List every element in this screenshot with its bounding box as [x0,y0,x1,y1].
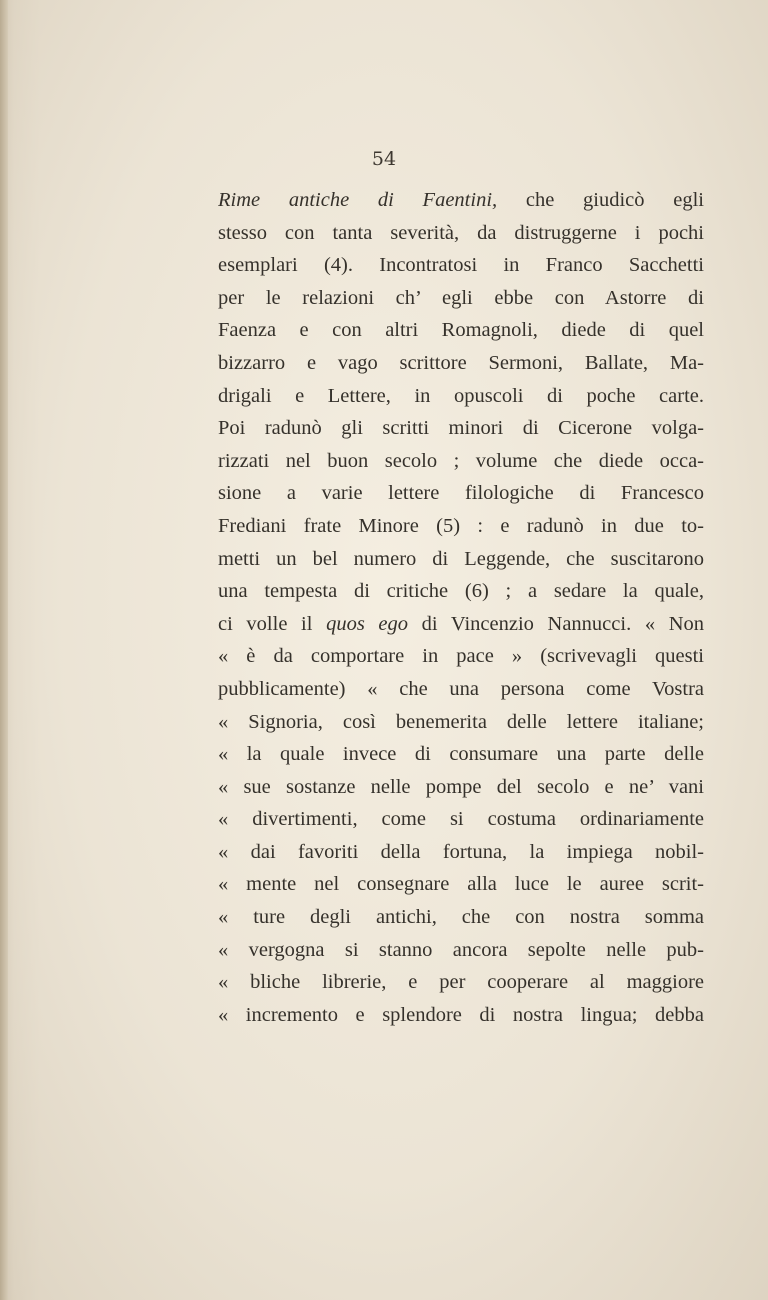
text-line-10: sione a varie lettere filologiche di Francesco [218,482,704,505]
text-line-11: Frediani frate Minore (5) : e radunò in due to- [218,514,704,537]
page-spine-shadow [0,0,8,1300]
text-line-6: bizzarro e vago scrittore Sermoni, Ballate, Ma- [218,351,704,374]
text-line-15: « è da comportare in pace » (scrivevagli questi [218,645,704,668]
text-line-16: pubblicamente) « che una persona come Vostra [218,677,704,700]
text-line-13: una tempesta di critiche (6) ; a sedare la quale, [218,580,704,603]
text-line-26: « incremento e splendore di nostra lingua; debba [218,1003,704,1026]
italic-title: Rime antiche di Faentini, [218,189,498,211]
text-line-1: Rime antiche di Faentini, che giudicò egli [218,189,704,211]
text-line-2: stesso con tanta severità, da distruggerne i pochi [218,221,704,244]
text-line-4: per le relazioni ch’ egli ebbe con Astorre di [218,286,704,309]
text-line-21: « dai favoriti della fortuna, la impiega nobil- [218,840,704,863]
text-line-24: « vergogna si stanno ancora sepolte nelle pub- [218,938,704,961]
text-line-7: drigali e Lettere, in opuscoli di poche carte. [218,384,704,407]
text-line-20: « divertimenti, come si costuma ordinariamente [218,808,704,831]
page-number: 54 [371,148,397,170]
body-text [218,184,704,1031]
text-line-19: « sue sostanze nelle pompe del secolo e ne’ vani [218,775,704,798]
text-line-12: metti un bel numero di Leggende, che suscitarono [218,547,704,570]
text-line-14: ci volle il quos ego di Vincenzio Nannucci. « Non [218,612,704,635]
italic-quote: quos ego [326,612,409,635]
text-line-17: « Signoria, così benemerita delle lettere italiane; [218,710,704,733]
text-line-22: « mente nel consegnare alla luce le auree scrit- [218,873,704,896]
text-line-8: Poi radunò gli scritti minori di Cicerone volga- [218,417,704,440]
text-line-25: « bliche librerie, e per cooperare al maggiore [218,971,704,994]
text-line-18: « la quale invece di consumare una parte delle [218,743,704,766]
text-line-5: Faenza e con altri Romagnoli, diede di quel [218,319,704,342]
text-line-23: « ture degli antichi, che con nostra somma [218,906,704,929]
text-line-9: rizzati nel buon secolo ; volume che diede occa- [218,449,704,472]
text-line-3: esemplari (4). Incontratosi in Franco Sacchetti [218,254,704,277]
